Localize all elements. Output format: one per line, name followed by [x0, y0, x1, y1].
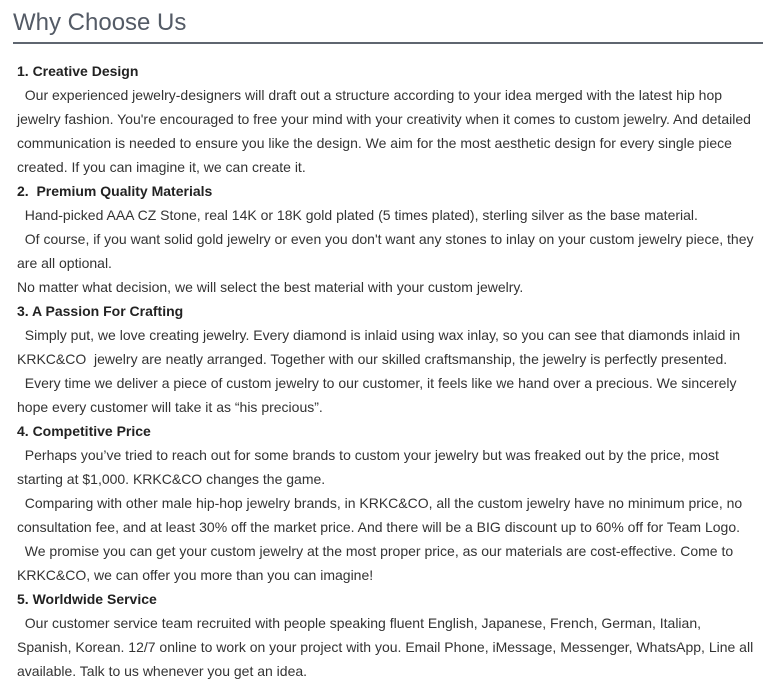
section-competitive-price — [17, 419, 757, 587]
section-paragraph: Every time we deliver a piece of custom jewelry to our customer, it feels like we hand over a precious. We sincerely hope every customer will take it as “his precious”. — [17, 375, 741, 415]
section-paragraph: Our customer service team recruited with people speaking fluent English, Japanese, French, German, Italian, Spanish, Korean. 12/7 online to work on your project with you. Email Phone, iMessage, Messenger, WhatsApp, Line all available. Talk to us whenever you get an idea. — [17, 615, 758, 679]
section-paragraph: We promise you can get your custom jewelry at the most proper price, as our materials are cost-effective. Come to KRKC&CO, we can offer you more than you can imagine! — [17, 543, 738, 583]
page-title: Why Choose Us — [13, 9, 187, 36]
section-heading: 5. Worldwide Service — [17, 591, 157, 607]
section-paragraph: Of course, if you want solid gold jewelry or even you don't want any stones to inlay on your custom jewelry piece, they are all optional. — [17, 231, 758, 271]
section-paragraph: Our experienced jewelry-designers will draft out a structure according to your idea merged with the latest hip hop jewelry fashion. You're encouraged to free your mind with your creativity when it comes to custom jewelry. And detailed communication is needed to ensure you like the design. We aim for the most aesthetic design for every single piece created. If you can imagine it, we can create it. — [17, 87, 755, 175]
section-paragraph: No matter what decision, we will select the best material with your custom jewelry. — [17, 279, 524, 295]
section-paragraph: Simply put, we love creating jewelry. Every diamond is inlaid using wax inlay, so you can see that diamonds inlaid in KRKC&CO jewelry are neatly arranged. Together with our skilled craftsmanship, the jewelry is perfectly presented. — [17, 327, 745, 367]
section-worldwide-service — [17, 587, 757, 683]
section-premium-quality-materials — [17, 179, 757, 299]
title-divider — [13, 42, 763, 44]
section-heading: 4. Competitive Price — [17, 423, 151, 439]
section-heading: 1. Creative Design — [17, 63, 139, 79]
content-body — [17, 59, 757, 683]
section-paragraph: Hand-picked AAA CZ Stone, real 14K or 18K gold plated (5 times plated), sterling silver as the base material. — [17, 207, 698, 223]
section-paragraph: Comparing with other male hip-hop jewelry brands, in KRKC&CO, all the custom jewelry have no minimum price, no consultation fee, and at least 30% off the market price. And there will be a BIG discount up to 60% off for Team Logo. — [17, 495, 747, 535]
section-creative-design — [17, 59, 757, 179]
section-heading: 3. A Passion For Crafting — [17, 303, 184, 319]
section-passion-for-crafting — [17, 299, 757, 419]
section-heading: 2. Premium Quality Materials — [17, 183, 213, 199]
section-paragraph: Perhaps you’ve tried to reach out for some brands to custom your jewelry but was freaked out by the price, most starting at $1,000. KRKC&CO changes the game. — [17, 447, 723, 487]
